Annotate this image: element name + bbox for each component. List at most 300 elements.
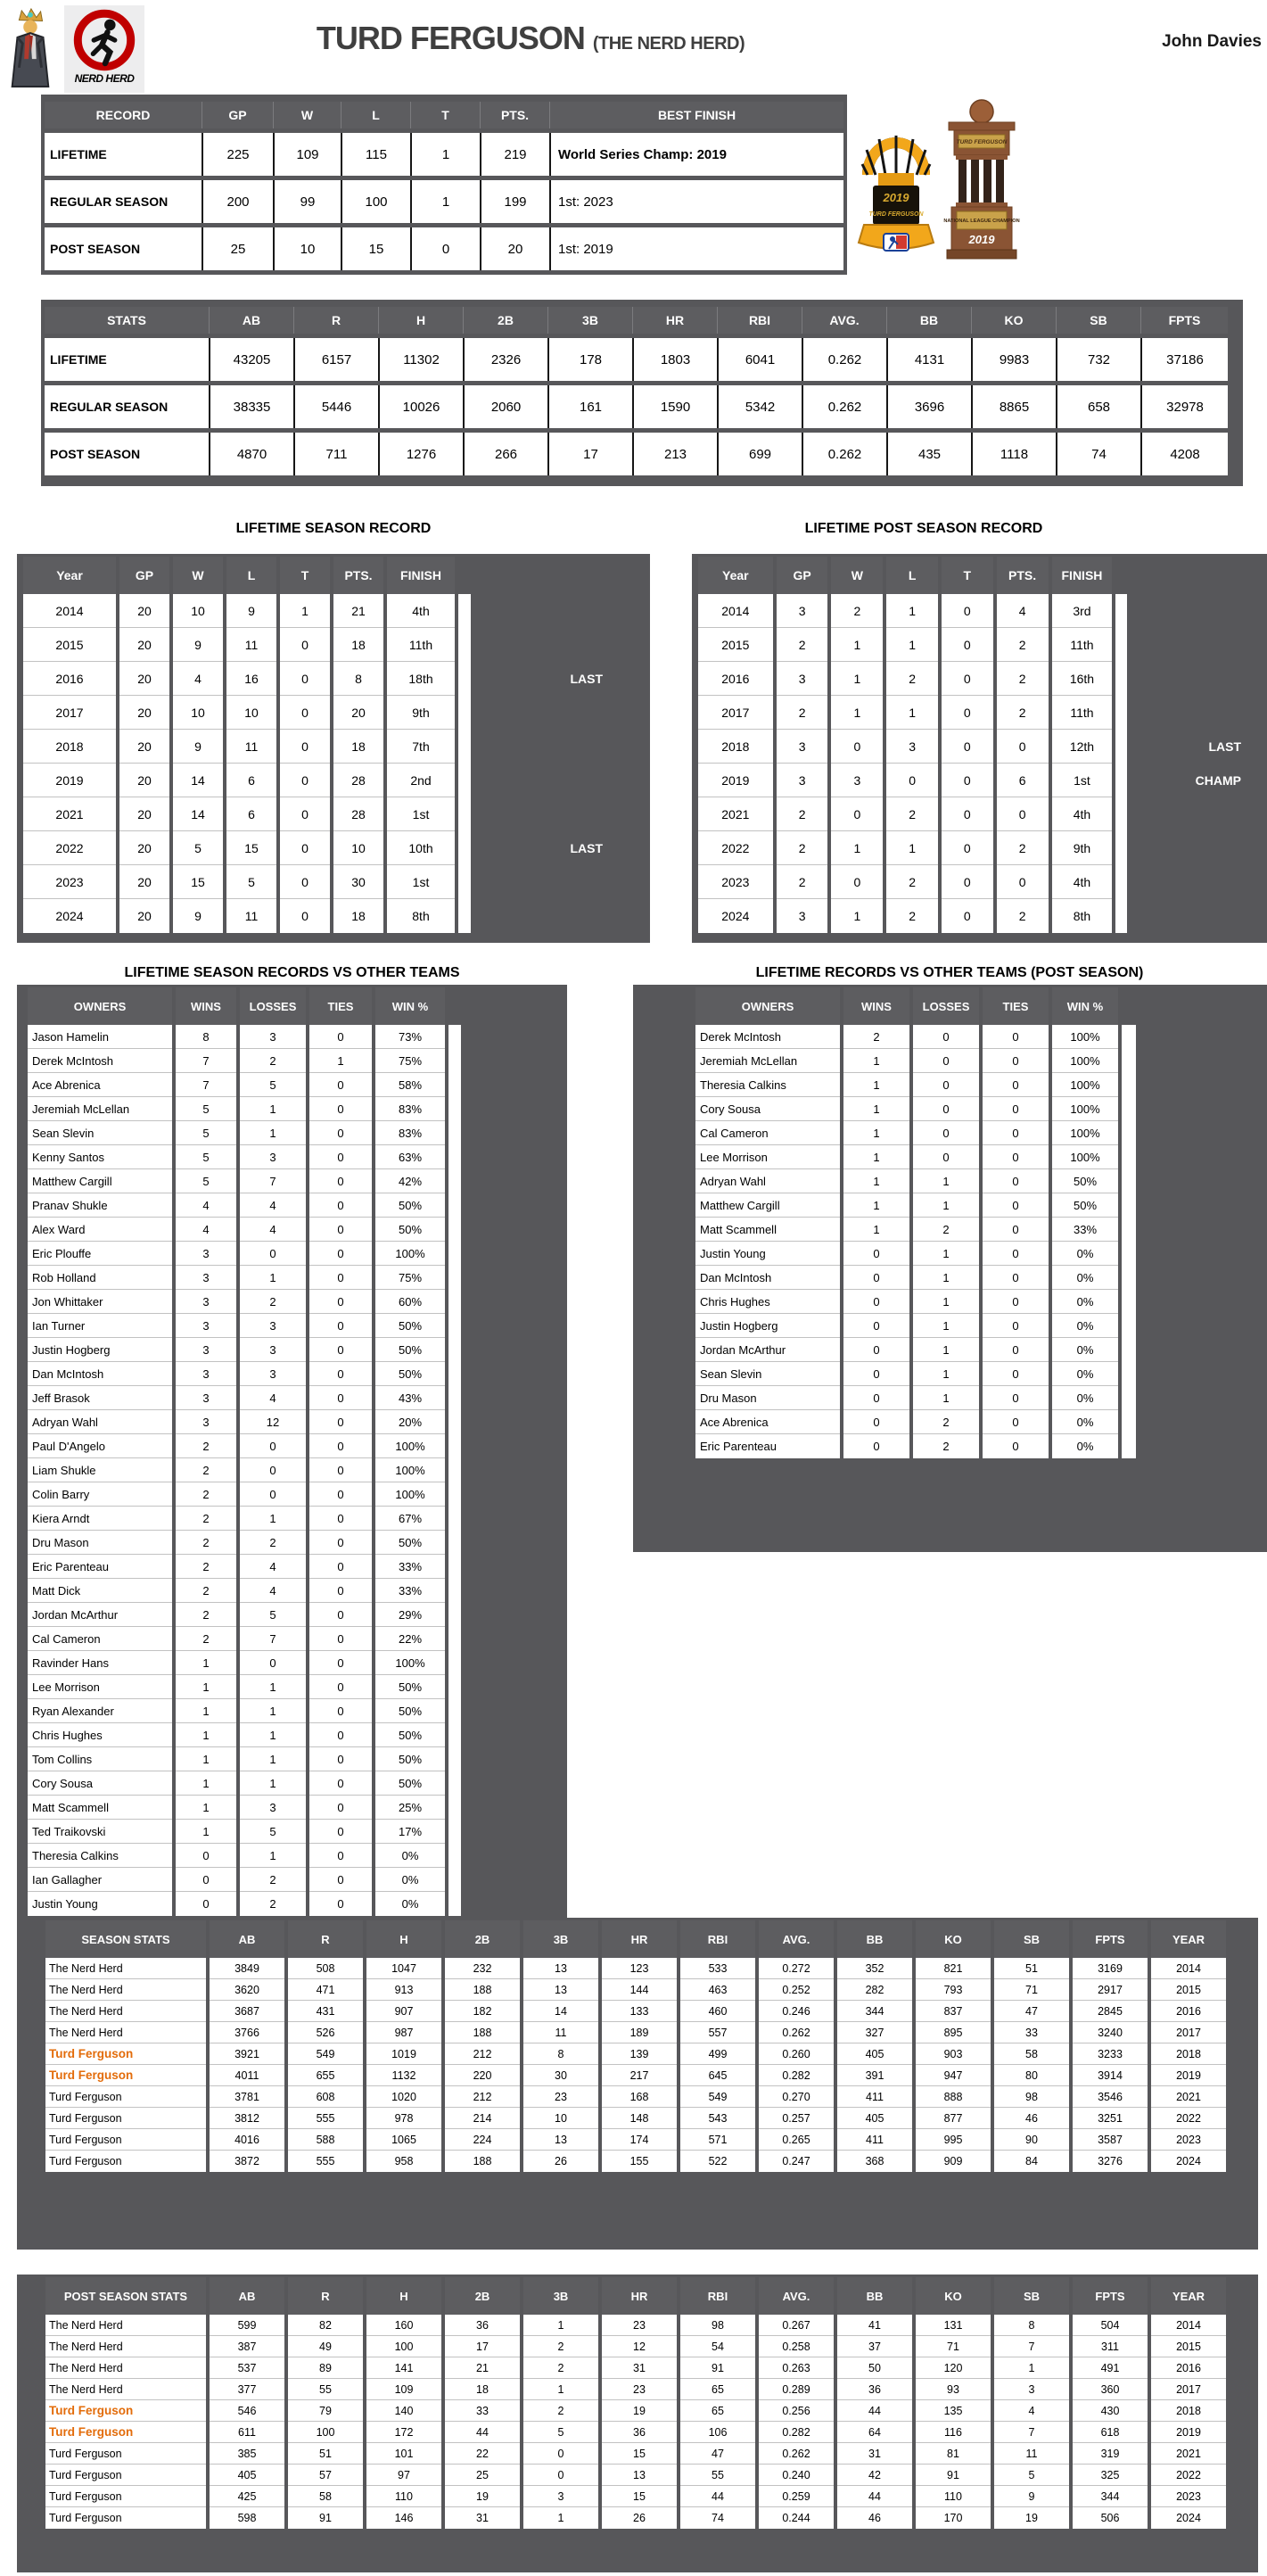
cell: 460 [680, 2001, 755, 2022]
cell: 219 [480, 133, 549, 176]
table-row [45, 2043, 1226, 2065]
cell: 20 [333, 696, 383, 730]
row-label: Eric Parenteau [28, 1555, 172, 1579]
cell: 1st [387, 797, 455, 831]
cell: 0 [280, 696, 330, 730]
row-annotation [1131, 594, 1261, 628]
cell: 0.262 [802, 338, 886, 381]
column-header: RBI [680, 1920, 755, 1958]
cell: 2015 [1151, 1979, 1226, 2001]
table-row [698, 865, 1261, 899]
cell: 54 [680, 2336, 755, 2357]
cell: 0 [240, 1242, 306, 1266]
cell: 33 [445, 2400, 520, 2422]
column-header: L [226, 557, 276, 594]
cell: 3 [777, 594, 828, 628]
cell: 360 [1073, 2379, 1148, 2400]
table-row [698, 662, 1261, 696]
cell: 100% [375, 1651, 445, 1675]
spacer [448, 1266, 461, 1290]
table-row [45, 2486, 1226, 2507]
row-label: REGULAR SEASON [45, 180, 202, 223]
cell: 3 [176, 1266, 236, 1290]
cell: 65 [680, 2379, 755, 2400]
cell: 0 [843, 1266, 909, 1290]
cell: 1st [387, 865, 455, 899]
table-row [28, 1290, 461, 1314]
row-annotation: CHAMP [1195, 773, 1241, 788]
cell: 1 [240, 1723, 306, 1747]
cell: 0 [309, 1458, 372, 1482]
cell: 1 [831, 831, 883, 865]
column-header: WIN % [1052, 987, 1118, 1025]
cell: 978 [366, 2108, 441, 2129]
row-label: 2018 [23, 730, 116, 764]
cell: 50% [375, 1218, 445, 1242]
cell: 732 [1056, 338, 1140, 381]
row-label: The Nerd Herd [45, 2357, 206, 2379]
cell: 555 [288, 2151, 363, 2172]
spacer [448, 1218, 461, 1242]
cell: 20 [119, 594, 169, 628]
cell: 0.252 [759, 1979, 834, 2001]
cell: 3240 [1073, 2022, 1148, 2043]
row-label: Derek McIntosh [695, 1025, 840, 1049]
spacer [448, 1242, 461, 1266]
season-record-table [20, 557, 647, 933]
cell: 2 [176, 1627, 236, 1651]
cell: 33% [375, 1579, 445, 1603]
cell: 1 [240, 1747, 306, 1771]
spacer [1115, 797, 1127, 831]
spacer [1122, 1049, 1136, 1073]
cell: 266 [463, 433, 547, 475]
cell: 611 [210, 2422, 284, 2443]
cell: 81 [916, 2443, 991, 2465]
table-row [695, 1218, 1136, 1242]
cell: 2 [240, 1531, 306, 1555]
cell: 82 [288, 2315, 363, 2336]
cell: 84 [994, 2151, 1069, 2172]
cell: 1 [176, 1747, 236, 1771]
cell: 23 [602, 2315, 677, 2336]
cell: 1 [913, 1169, 979, 1193]
table-row [28, 1145, 461, 1169]
cell: 0 [983, 1169, 1049, 1193]
cell: 100 [341, 180, 410, 223]
column-header: R [293, 307, 378, 334]
cell: 75% [375, 1266, 445, 1290]
cell: 655 [288, 2065, 363, 2086]
cell: 9 [226, 594, 276, 628]
cell: 0 [942, 594, 993, 628]
table-row [698, 899, 1261, 933]
cell: 3 [886, 730, 938, 764]
annotation-spacer [1131, 557, 1261, 594]
cell: 0 [983, 1362, 1049, 1386]
cell: 178 [547, 338, 632, 381]
cell: 9983 [971, 338, 1056, 381]
cell: 18 [333, 730, 383, 764]
cell: 599 [210, 2315, 284, 2336]
cell: 2023 [1151, 2129, 1226, 2151]
cell: 1590 [632, 385, 717, 428]
column-header: 3B [547, 307, 632, 334]
column-header: 2B [463, 307, 547, 334]
cell: 7 [240, 1169, 306, 1193]
row-label: Theresia Calkins [695, 1073, 840, 1097]
cell: 115 [341, 133, 410, 176]
cell: 0 [309, 1507, 372, 1531]
row-label: Jeff Brasok [28, 1386, 172, 1410]
cell: 0 [523, 2465, 598, 2486]
cell: 3849 [210, 1958, 284, 1979]
cell: 20% [375, 1410, 445, 1434]
cell: 1 [913, 1242, 979, 1266]
cell: 100% [1052, 1097, 1118, 1121]
cell: 19 [602, 2400, 677, 2422]
cell: 608 [288, 2086, 363, 2108]
cell: 0 [309, 1218, 372, 1242]
cell: 20 [480, 227, 549, 270]
spacer [448, 1892, 461, 1916]
cell: 22 [445, 2443, 520, 2465]
column-header: OWNERS [695, 987, 840, 1025]
table-row [698, 628, 1261, 662]
cell: 2 [831, 594, 883, 628]
vs-teams-title: LIFETIME SEASON RECORDS VS OTHER TEAMS [124, 965, 460, 980]
row-label: Turd Ferguson [45, 2400, 206, 2422]
cell: 0% [1052, 1314, 1118, 1338]
page-subtitle: (THE NERD HERD) [592, 34, 745, 54]
cell: 2016 [1151, 2357, 1226, 2379]
cell: 2 [176, 1507, 236, 1531]
cell: 0 [942, 865, 993, 899]
cell: 116 [916, 2422, 991, 2443]
column-header: BB [886, 307, 971, 334]
cell: 0 [309, 1820, 372, 1844]
cell: 368 [837, 2151, 912, 2172]
cell: 212 [445, 2086, 520, 2108]
cell: 533 [680, 1958, 755, 1979]
cell: 504 [1073, 2315, 1148, 2336]
cell: 506 [1073, 2507, 1148, 2529]
row-label: Kenny Santos [28, 1145, 172, 1169]
cell: 0.262 [802, 433, 886, 475]
column-header: FINISH [387, 557, 455, 594]
cell: 4131 [886, 338, 971, 381]
column-header: AB [209, 307, 293, 334]
row-label: 2016 [698, 662, 773, 696]
table-row [23, 730, 644, 764]
cell: 3 [777, 764, 828, 797]
row-label: Paul D'Angelo [28, 1434, 172, 1458]
cell: 1 [913, 1362, 979, 1386]
cell: 5 [994, 2465, 1069, 2486]
cell: 67% [375, 1507, 445, 1531]
cell: 1 [176, 1796, 236, 1820]
cell: 431 [288, 2001, 363, 2022]
cell: 2 [777, 865, 828, 899]
table-row [28, 1747, 461, 1771]
row-label: Matthew Cargill [28, 1169, 172, 1193]
crown-gem [28, 12, 33, 18]
cell: 1020 [366, 2086, 441, 2108]
cell: 37 [837, 2336, 912, 2357]
cell: 0 [280, 899, 330, 933]
column-header: T [942, 557, 993, 594]
cell: 0 [983, 1242, 1049, 1266]
cell: 37186 [1140, 338, 1228, 381]
cell: 0 [309, 1290, 372, 1314]
row-label: The Nerd Herd [45, 2336, 206, 2357]
cell: 0 [913, 1025, 979, 1049]
cell: 1047 [366, 1958, 441, 1979]
cell: 5 [240, 1603, 306, 1627]
row-label: Justin Hogberg [28, 1338, 172, 1362]
cell: 2017 [1151, 2022, 1226, 2043]
cell: 9 [173, 730, 223, 764]
cell: 2 [523, 2336, 598, 2357]
cell: 100% [1052, 1073, 1118, 1097]
row-label: The Nerd Herd [45, 1958, 206, 1979]
spacer [1122, 1362, 1136, 1386]
cell: 20 [119, 628, 169, 662]
cell: 1 [831, 628, 883, 662]
season-stats-panel [17, 1918, 1258, 2250]
cell: 140 [366, 2400, 441, 2422]
table-row [698, 594, 1261, 628]
column-header: 3B [523, 1920, 598, 1958]
spacer [448, 1771, 461, 1796]
cell: 958 [366, 2151, 441, 2172]
cell: 0.247 [759, 2151, 834, 2172]
cell: 15 [602, 2486, 677, 2507]
row-label: 2017 [23, 696, 116, 730]
logo-caption: NERD HERD [74, 72, 135, 85]
table-row [28, 1458, 461, 1482]
cell: 0 [309, 1410, 372, 1434]
cell: 385 [210, 2443, 284, 2465]
cell: 188 [445, 2151, 520, 2172]
row-label: Jason Hamelin [28, 1025, 172, 1049]
cell: 100% [1052, 1025, 1118, 1049]
cell: 282 [837, 1979, 912, 2001]
cell: 1 [176, 1675, 236, 1699]
cell: 11th [1052, 696, 1113, 730]
row-label: Adryan Wahl [695, 1169, 840, 1193]
cell: 131 [916, 2315, 991, 2336]
cell: 3 [523, 2486, 598, 2507]
cell: 83% [375, 1121, 445, 1145]
cell: 2021 [1151, 2086, 1226, 2108]
cell: 0 [309, 1579, 372, 1603]
cell: 0 [983, 1049, 1049, 1073]
vs-teams-post-panel [633, 985, 1267, 1552]
cell: 0% [1052, 1338, 1118, 1362]
vs-teams-post-table [692, 987, 1139, 1458]
mascot-head [23, 21, 37, 34]
cell: 3 [240, 1025, 306, 1049]
cell: 10th [387, 831, 455, 865]
cell: 50% [375, 1675, 445, 1699]
cell: 30 [523, 2065, 598, 2086]
cell: 20 [119, 696, 169, 730]
spacer [448, 1603, 461, 1627]
cell: 0 [843, 1434, 909, 1458]
spacer [1115, 865, 1127, 899]
cell: 0 [843, 1314, 909, 1338]
cell: 174 [602, 2129, 677, 2151]
table-row [45, 180, 843, 223]
table-row [45, 2400, 1226, 2422]
cell: 188 [445, 1979, 520, 2001]
cell: 64 [837, 2422, 912, 2443]
cell: 5 [226, 865, 276, 899]
table-row [28, 1121, 461, 1145]
table-row [28, 1892, 461, 1916]
cell: 36 [602, 2422, 677, 2443]
cell: 2024 [1151, 2151, 1226, 2172]
cell: 4 [994, 2400, 1069, 2422]
cell: 141 [366, 2357, 441, 2379]
spacer [1115, 899, 1127, 933]
cell: 1 [523, 2315, 598, 2336]
cell: 543 [680, 2108, 755, 2129]
spacer [458, 662, 471, 696]
cell: 2 [176, 1458, 236, 1482]
row-label: Justin Hogberg [695, 1314, 840, 1338]
cell: 0 [913, 1145, 979, 1169]
row-label: Matt Dick [28, 1579, 172, 1603]
cell: 50% [375, 1771, 445, 1796]
cell: 0 [176, 1868, 236, 1892]
table-row [695, 1049, 1136, 1073]
cell: 821 [916, 1958, 991, 1979]
table-row [45, 2357, 1226, 2379]
cell: 109 [366, 2379, 441, 2400]
row-label: 2017 [698, 696, 773, 730]
cell: 0 [309, 1242, 372, 1266]
cell: 18 [333, 899, 383, 933]
cell: 0 [942, 797, 993, 831]
cell: 5342 [717, 385, 802, 428]
cell: 645 [680, 2065, 755, 2086]
cell: 5 [240, 1820, 306, 1844]
cell: 71 [916, 2336, 991, 2357]
column-header: PTS. [997, 557, 1049, 594]
cell: 405 [837, 2043, 912, 2065]
cell: 3 [176, 1314, 236, 1338]
cell: 4 [997, 594, 1049, 628]
table-row [28, 1482, 461, 1507]
cell: 555 [288, 2108, 363, 2129]
cell: 55 [288, 2379, 363, 2400]
cell: 1 [523, 2379, 598, 2400]
spacer [448, 1386, 461, 1410]
cell: 2016 [1151, 2001, 1226, 2022]
cell: 2 [777, 797, 828, 831]
cell: 98 [994, 2086, 1069, 2108]
row-label: Turd Ferguson [45, 2065, 206, 2086]
cell: 2014 [1151, 2315, 1226, 2336]
cell: 2018 [1151, 2043, 1226, 2065]
cell: 20 [119, 730, 169, 764]
row-label: Turd Ferguson [45, 2108, 206, 2129]
row-label: Alex Ward [28, 1218, 172, 1242]
column-header: AVG. [802, 307, 886, 334]
cell: 0.244 [759, 2507, 834, 2529]
table-row [28, 1266, 461, 1290]
cell: 0 [831, 730, 883, 764]
cell: 0 [309, 1892, 372, 1916]
cell: 0 [942, 662, 993, 696]
cell: 3 [777, 662, 828, 696]
cell: 0 [309, 1386, 372, 1410]
table-row [28, 1242, 461, 1266]
stats-panel [41, 300, 1243, 486]
cell: 711 [293, 433, 378, 475]
cell: 2917 [1073, 1979, 1148, 2001]
cell: 1 [831, 899, 883, 933]
cell: 2021 [1151, 2443, 1226, 2465]
row-label: REGULAR SEASON [45, 385, 209, 428]
cell: 1132 [366, 2065, 441, 2086]
cell: 8865 [971, 385, 1056, 428]
annotation-spacer [474, 557, 644, 594]
row-label: Tom Collins [28, 1747, 172, 1771]
table-row [45, 433, 1228, 475]
cell: 80 [994, 2065, 1069, 2086]
post-season-stats-table [42, 2277, 1230, 2529]
runner-head [104, 20, 116, 31]
spacer [1122, 1025, 1136, 1049]
row-label: 2019 [23, 764, 116, 797]
table-row [45, 2086, 1226, 2108]
mlb-logo [884, 234, 909, 251]
row-label: Jeremiah McLellan [695, 1049, 840, 1073]
cell: 0 [983, 1193, 1049, 1218]
cell: 5 [240, 1073, 306, 1097]
table-row [45, 338, 1228, 381]
table-row [45, 227, 843, 270]
cell: 995 [916, 2129, 991, 2151]
cell: 19 [994, 2507, 1069, 2529]
ws-trophy-year: 2019 [883, 191, 909, 204]
cell: 33% [1052, 1218, 1118, 1242]
cell: 1 [913, 1314, 979, 1338]
table-row [695, 1434, 1136, 1458]
table-row [698, 831, 1261, 865]
cell: 123 [602, 1958, 677, 1979]
row-label: Derek McIntosh [28, 1049, 172, 1073]
cell: 0% [1052, 1266, 1118, 1290]
row-annotation [474, 696, 644, 730]
spacer [448, 1844, 461, 1868]
cell: 17% [375, 1820, 445, 1844]
cell: 947 [916, 2065, 991, 2086]
cell: 32978 [1140, 385, 1228, 428]
cell: 3696 [886, 385, 971, 428]
row-label: Colin Barry [28, 1482, 172, 1507]
cell: 12 [240, 1410, 306, 1434]
cell: 44 [837, 2486, 912, 2507]
table-row [695, 1097, 1136, 1121]
cell: 1 [843, 1169, 909, 1193]
cell: 537 [210, 2357, 284, 2379]
column-header: AVG. [759, 1920, 834, 1958]
spacer [1122, 1193, 1136, 1218]
